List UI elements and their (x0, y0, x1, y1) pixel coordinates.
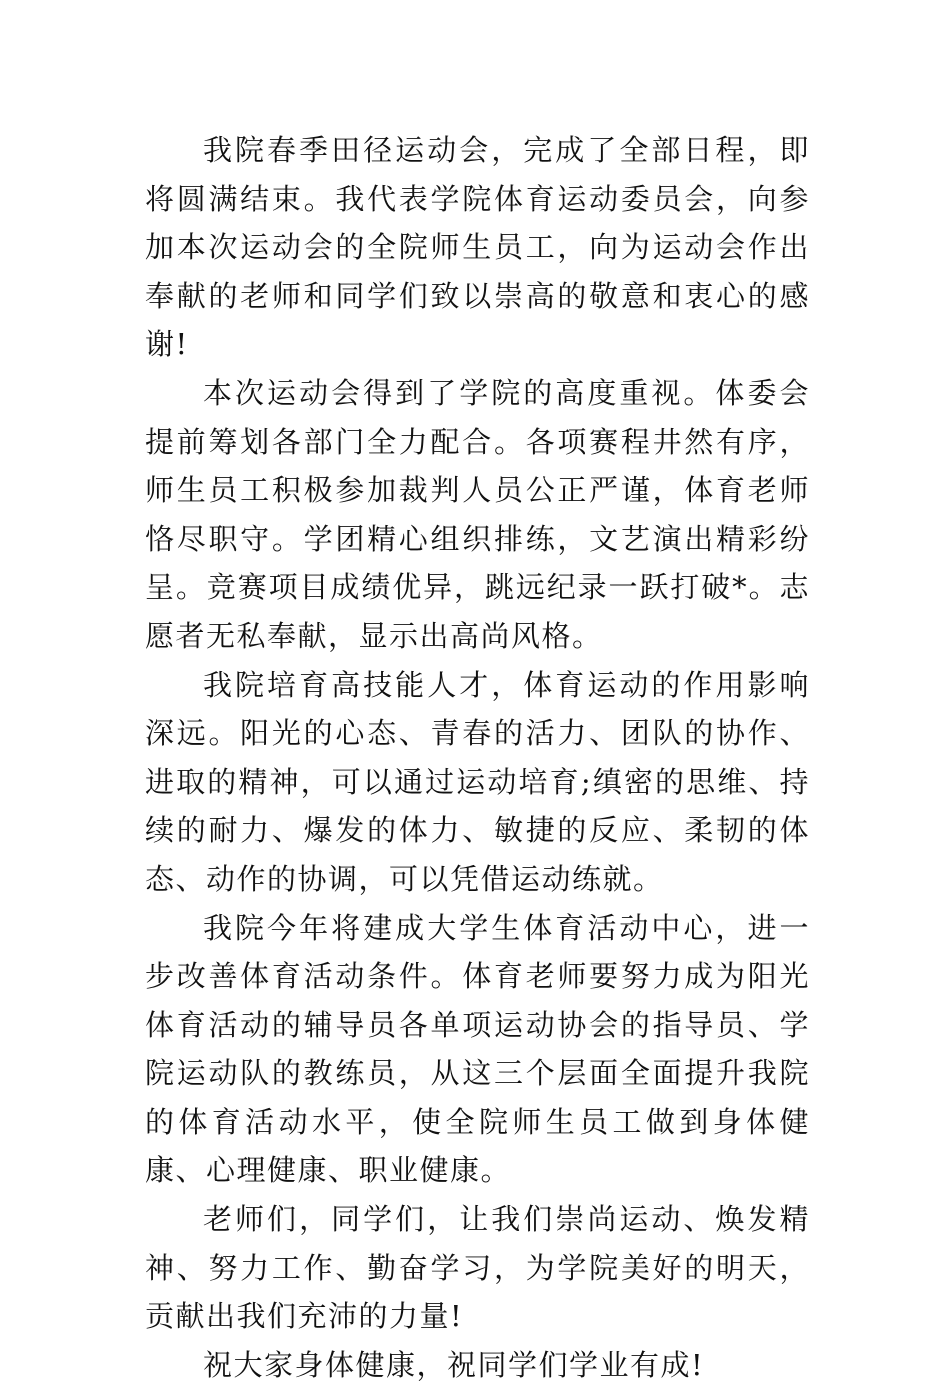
paragraph-6: 祝大家身体健康，祝同学们学业有成! (203, 1347, 705, 1382)
paragraph-1: 我院春季田径运动会，完成了全部日程，即将圆满结束。我代表学院体育运动委员会，向参加本次运动会的全院师生员工，向为运动会作出奉献的老师和同学们致以崇高的敬意和衷心的感谢! (145, 133, 810, 362)
paragraph-4: 我院今年将建成大学生体育活动中心，进一步改善体育活动条件。体育老师要努力成为阳光体育活动的辅导员各单项运动协会的指导员、学院运动队的教练员，从这三个层面全面提升我院的体育活动水平，使全院师生员工做到身体健康、心理健康、职业健康。 (145, 910, 810, 1188)
paragraph-3: 我院培育高技能人才，体育运动的作用影响深远。阳光的心态、青春的活力、团队的协作、进取的精神，可以通过运动培育;缜密的思维、持续的耐力、爆发的体力、敏捷的反应、柔韧的体态、动作的协调，可以凭借运动练就。 (145, 667, 810, 896)
paragraph-2: 本次运动会得到了学院的高度重视。体委会提前筹划各部门全力配合。各项赛程井然有序，师生员工积极参加裁判人员公正严谨，体育老师恪尽职守。学团精心组织排练，文艺演出精彩纷呈。竞赛项目成绩优异，跳远纪录一跃打破*。志愿者无私奉献，显示出高尚风格。 (145, 375, 810, 653)
paragraph-5: 老师们，同学们，让我们崇尚运动、焕发精神、努力工作、勤奋学习，为学院美好的明天，贡献出我们充沛的力量! (145, 1202, 810, 1334)
document-body (145, 126, 810, 1389)
